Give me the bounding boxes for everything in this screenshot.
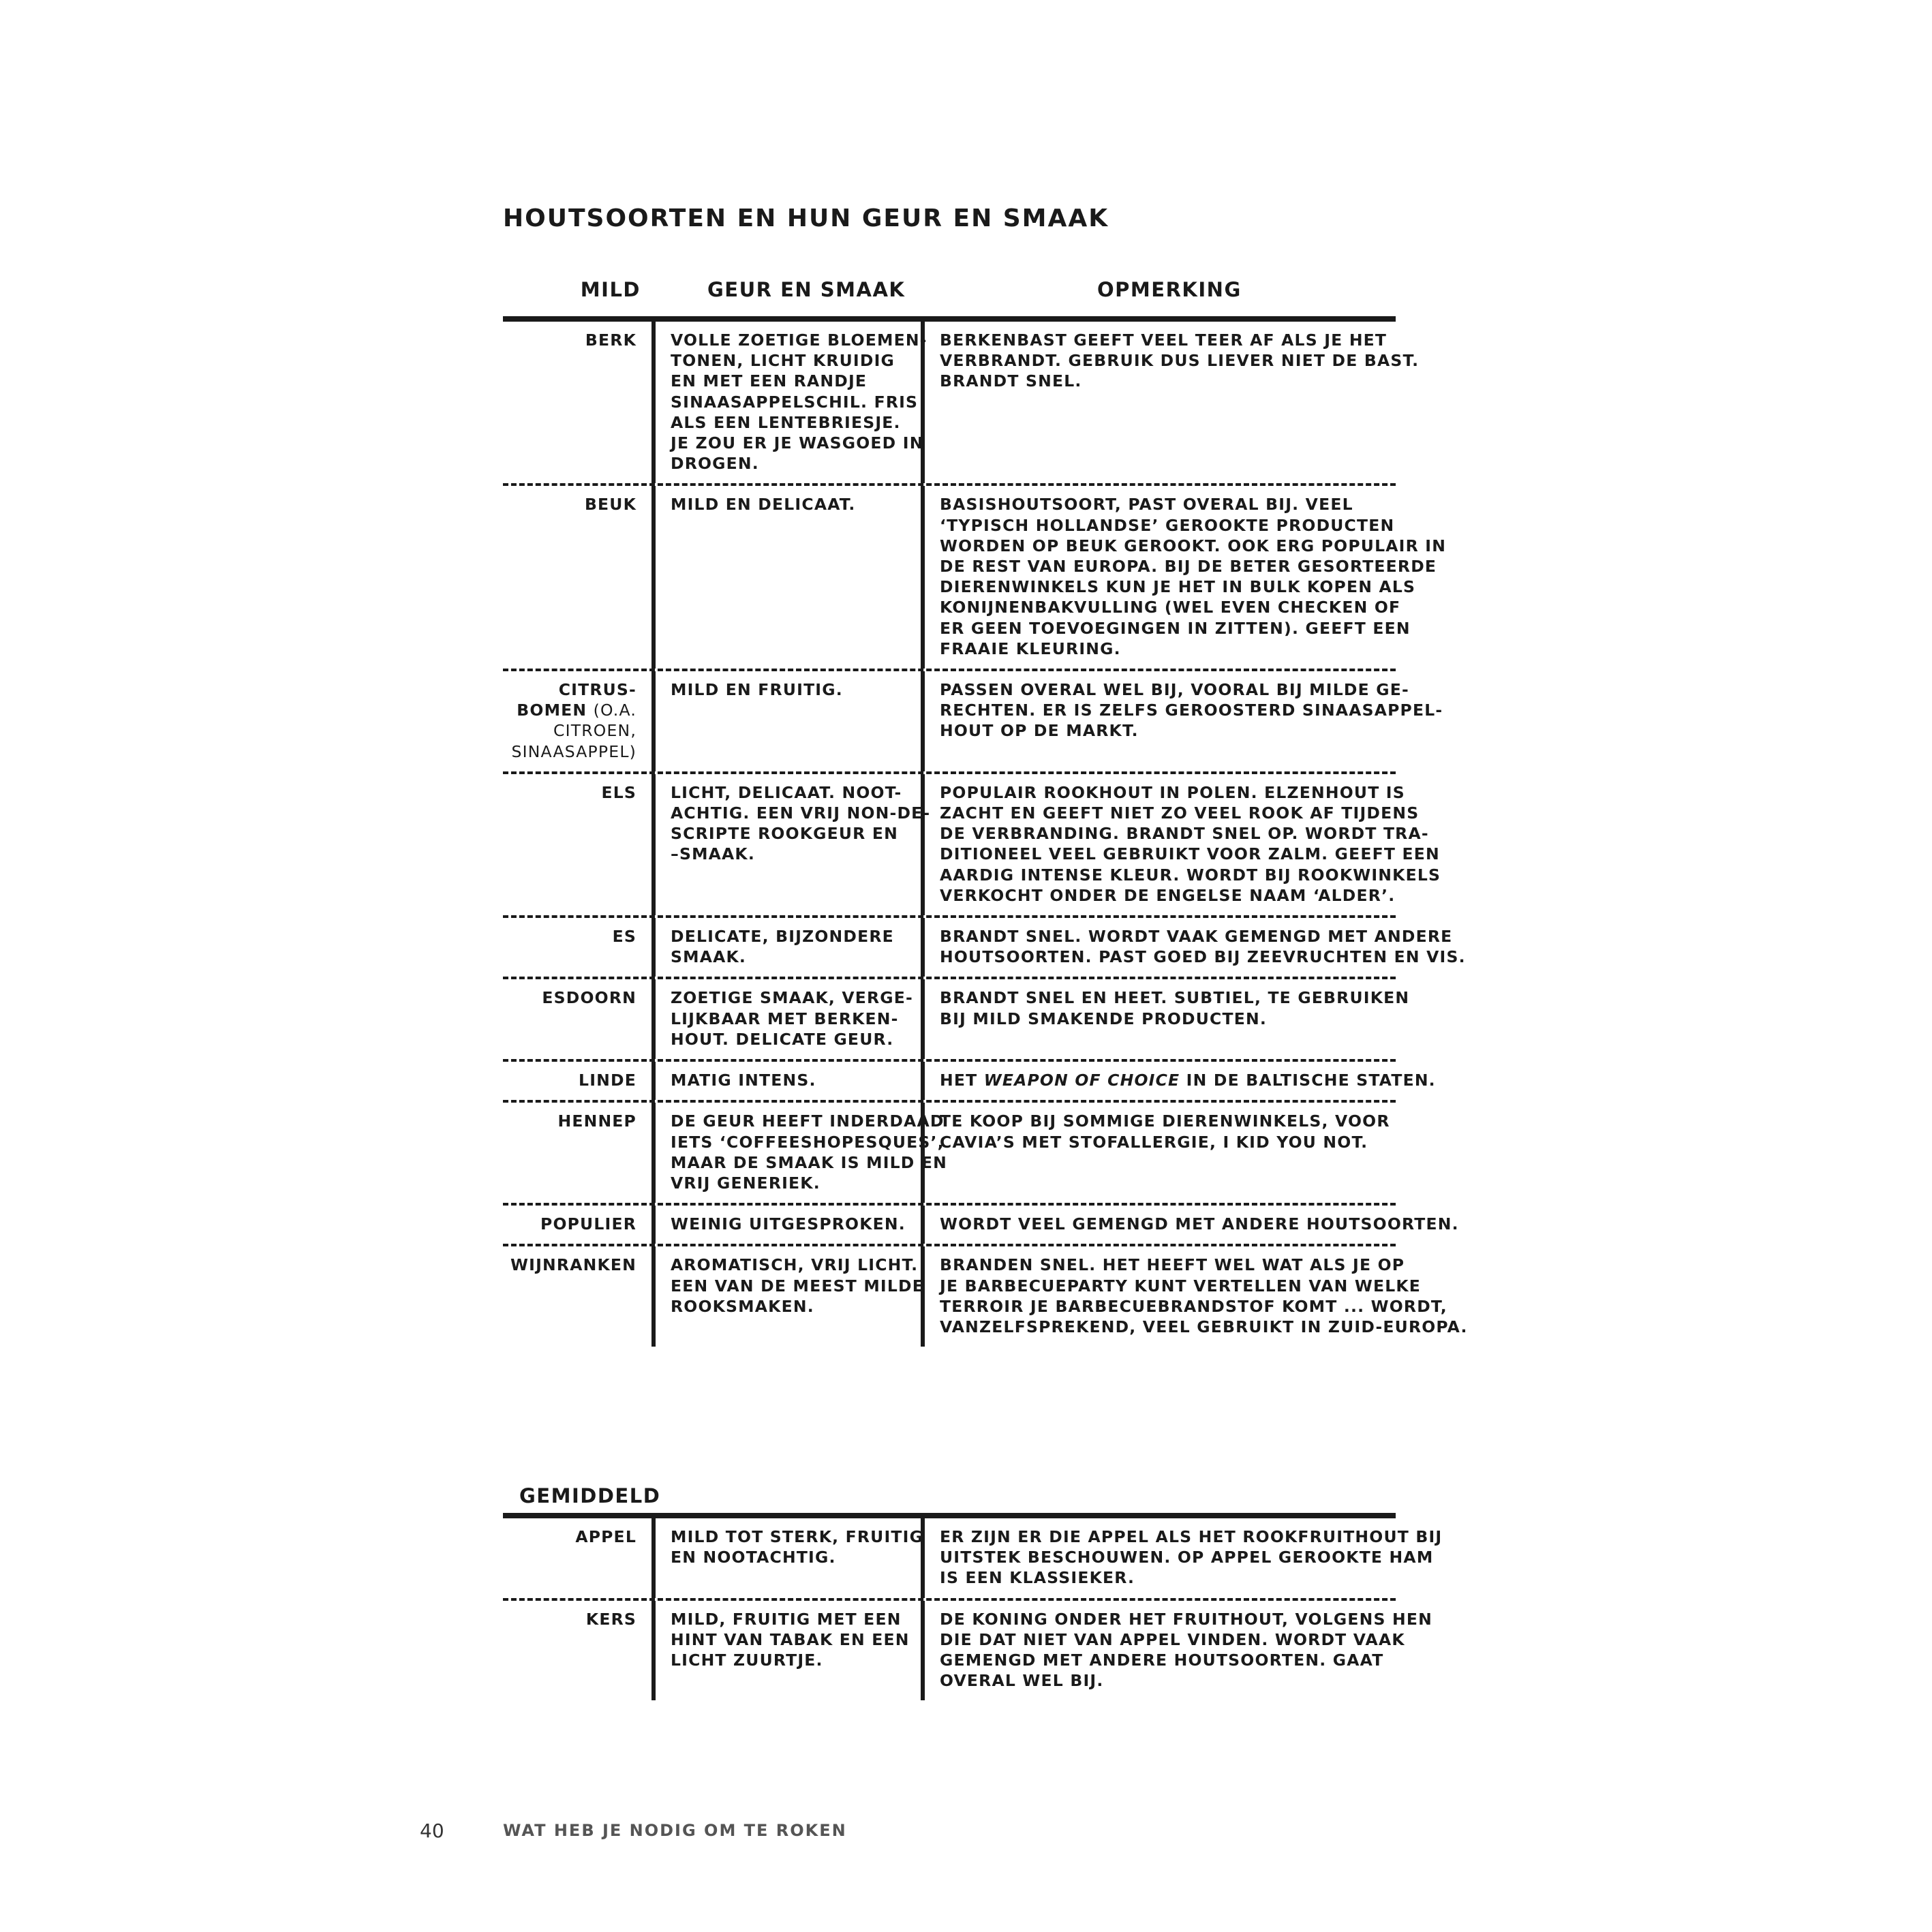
wood-name-cell xyxy=(503,1103,656,1203)
flavor-cell xyxy=(656,979,925,1059)
note-text: AARDIG INTENSE KLEUR. WORDT BIJ ROOKWINKELS xyxy=(940,865,1441,885)
flavor-cell xyxy=(656,1103,948,1203)
wood-name-cell xyxy=(503,322,656,483)
flavor-cell xyxy=(656,671,925,771)
wood-name: BOMEN xyxy=(517,701,587,720)
table-row xyxy=(503,1203,1459,1244)
flavor-cell xyxy=(656,1062,925,1100)
note-text: ‘TYPISCH HOLLANDSE’ GEROOKTE PRODUCTEN xyxy=(940,515,1395,535)
wood-name-cell xyxy=(503,671,656,771)
flavor-text: MATIG INTENS. xyxy=(671,1071,816,1090)
note-text: HOUTSOORTEN. PAST GOED BIJ ZEEVRUCHTEN EN VIS. xyxy=(940,947,1466,967)
wood-name: BEUK xyxy=(584,495,637,515)
flavor-text: EN MET EEN RANDJE xyxy=(671,371,868,391)
wood-name-extra: (O.A. xyxy=(593,701,637,720)
note-text: DIERENWINKELS KUN JE HET IN BULK KOPEN ALS xyxy=(940,577,1416,597)
wood-name: ES xyxy=(612,927,637,947)
note-text: IS EEN KLASSIEKER. xyxy=(940,1568,1135,1588)
flavor-text: VRIJ GENERIEK. xyxy=(671,1173,821,1193)
note-cell xyxy=(925,918,1466,977)
flavor-text: JE ZOU ER JE WASGOED IN xyxy=(671,433,924,453)
note-text: BERKENBAST GEEFT VEEL TEER AF ALS JE HET xyxy=(940,331,1387,350)
note-text: BASISHOUTSOORT, PAST OVERAL BIJ. VEEL xyxy=(940,495,1353,515)
note-text: BRANDT SNEL. xyxy=(940,371,1082,391)
note-text-after: IN DE BALTISCHE STATEN. xyxy=(1180,1071,1436,1090)
note-text: ER ZIJN ER DIE APPEL ALS HET ROOKFRUITHOUT BIJ xyxy=(940,1527,1443,1546)
note-text: PASSEN OVERAL WEL BIJ, VOORAL BIJ MILDE GE- xyxy=(940,680,1409,700)
note-cell xyxy=(925,322,1420,483)
note-text: BRANDT SNEL EN HEET. SUBTIEL, TE GEBRUIKEN xyxy=(940,988,1410,1008)
wood-name: WIJNRANKEN xyxy=(510,1255,637,1275)
flavor-text: HINT VAN TABAK EN EEN xyxy=(671,1629,910,1649)
flavor-text: ACHTIG. EEN VRIJ NON-DE- xyxy=(671,803,931,823)
flavor-text: MILD, FRUITIG MET EEN xyxy=(671,1609,902,1629)
section-header-mild xyxy=(503,273,1396,307)
flavor-text: SCRIPTE ROOKGEUR EN xyxy=(671,824,898,844)
flavor-text: HOUT. DELICATE GEUR. xyxy=(671,1029,894,1049)
note-text xyxy=(940,1070,1436,1090)
note-cell xyxy=(925,671,1443,771)
flavor-text: ZOETIGE SMAAK, VERGE- xyxy=(671,988,914,1008)
note-cell xyxy=(925,774,1441,915)
note-text: TE KOOP BIJ SOMMIGE DIERENWINKELS, VOOR xyxy=(940,1111,1390,1131)
wood-table-gemiddeld xyxy=(503,1513,1443,1700)
flavor-text: MILD EN DELICAAT. xyxy=(671,495,856,515)
note-text: BRANDEN SNEL. HET HEEFT WEL WAT ALS JE OP xyxy=(940,1255,1405,1275)
flavor-text: MILD TOT STERK, FRUITIG xyxy=(671,1527,924,1546)
note-cell xyxy=(925,486,1447,669)
note-text: DITIONEEL VEEL GEBRUIKT VOOR ZALM. GEEFT EEN xyxy=(940,844,1440,864)
wood-name: APPEL xyxy=(575,1527,637,1546)
wood-name: LINDE xyxy=(579,1071,637,1090)
flavor-text: LICHT, DELICAAT. NOOT- xyxy=(671,782,902,802)
wood-name: HENNEP xyxy=(557,1111,637,1131)
flavor-text: EN NOOTACHTIG. xyxy=(671,1548,836,1567)
note-cell xyxy=(925,1062,1436,1100)
note-text-before: HET xyxy=(940,1071,984,1090)
page-title: HOUTSOORTEN EN HUN GEUR EN SMAAK xyxy=(503,204,1109,232)
flavor-cell xyxy=(656,486,925,669)
wood-name-line xyxy=(503,700,637,720)
note-text: VERKOCHT ONDER DE ENGELSE NAAM ‘ALDER’. xyxy=(940,885,1396,905)
wood-name-cell xyxy=(503,1601,656,1701)
wood-name-extra: CITROEN, xyxy=(553,721,637,741)
wood-name: POPULIER xyxy=(540,1214,637,1234)
note-text: ER GEEN TOEVOEGINGEN IN ZITTEN). GEEFT EEN xyxy=(940,618,1411,638)
flavor-cell xyxy=(656,1246,925,1347)
note-text: BIJ MILD SMAKENDE PRODUCTEN. xyxy=(940,1009,1267,1028)
flavor-text: EEN VAN DE MEEST MILDE xyxy=(671,1276,925,1295)
flavor-text: SMAAK. xyxy=(671,947,747,967)
flavor-cell xyxy=(656,1601,925,1701)
wood-name-cell xyxy=(503,774,656,915)
table-row xyxy=(503,483,1447,669)
note-text: UITSTEK BESCHOUWEN. OP APPEL GEROOKTE HAM xyxy=(940,1548,1434,1567)
note-text: OVERAL WEL BIJ. xyxy=(940,1671,1104,1691)
wood-name-cell xyxy=(503,1062,656,1100)
wood-name: CITRUS- xyxy=(558,680,637,700)
flavor-text: IETS ‘COFFEESHOPESQUES’, xyxy=(671,1132,945,1152)
table-row xyxy=(503,915,1466,977)
note-text-italic: WEAPON OF CHOICE xyxy=(983,1071,1180,1090)
note-cell xyxy=(925,1518,1443,1598)
note-text: HOUT OP DE MARKT. xyxy=(940,721,1139,741)
flavor-text: MAAR DE SMAAK IS MILD EN xyxy=(671,1152,948,1172)
note-text: KONIJNENBAKVULLING (WEL EVEN CHECKEN OF xyxy=(940,598,1401,617)
flavor-text: LIJKBAAR MET BERKEN- xyxy=(671,1009,899,1028)
page-number: 40 xyxy=(420,1820,444,1842)
flavor-text: ROOKSMAKEN. xyxy=(671,1296,814,1316)
note-cell xyxy=(925,1206,1459,1244)
flavor-cell xyxy=(656,774,931,915)
note-text: RECHTEN. ER IS ZELFS GEROOSTERD SINAASAPPEL- xyxy=(940,701,1443,720)
note-text: ZACHT EN GEEFT NIET ZO VEEL ROOK AF TIJDENS xyxy=(940,803,1420,823)
wood-name: ELS xyxy=(601,782,637,802)
flavor-cell xyxy=(656,1518,925,1598)
flavor-text: –SMAAK. xyxy=(671,844,755,864)
table-row xyxy=(503,1598,1432,1701)
note-cell xyxy=(925,979,1410,1059)
note-text: WORDT VEEL GEMENGD MET ANDERE HOUTSOORTEN. xyxy=(940,1214,1459,1234)
flavor-text: WEINIG UITGESPROKEN. xyxy=(671,1214,906,1234)
table-row xyxy=(503,669,1443,771)
note-text: WORDEN OP BEUK GEROOKT. OOK ERG POPULAIR IN xyxy=(940,536,1447,555)
table-row xyxy=(503,771,1441,915)
table-row xyxy=(503,1100,1396,1203)
flavor-text: LICHT ZUURTJE. xyxy=(671,1651,823,1670)
flavor-cell xyxy=(656,322,925,483)
note-text: VANZELFSPREKEND, VEEL GEBRUIKT IN ZUID-EUROPA. xyxy=(940,1317,1468,1336)
wood-name-cell xyxy=(503,486,656,669)
note-text: POPULAIR ROOKHOUT IN POLEN. ELZENHOUT IS xyxy=(940,782,1405,802)
note-text: TERROIR JE BARBECUEBRANDSTOF KOMT ... WORDT, xyxy=(940,1296,1447,1316)
section-header-gemiddeld xyxy=(503,1479,1396,1513)
wood-name-cell xyxy=(503,918,656,977)
flavor-text: ALS EEN LENTEBRIESJE. xyxy=(671,412,901,432)
wood-name-extra: SINAASAPPEL) xyxy=(511,741,637,761)
wood-name-cell xyxy=(503,1518,656,1598)
column-heading-flavor: GEUR EN SMAAK xyxy=(707,278,906,301)
note-text: DE REST VAN EUROPA. BIJ DE BETER GESORTEERDE xyxy=(940,557,1437,577)
note-text: FRAAIE KLEURING. xyxy=(940,639,1121,658)
note-text: BRANDT SNEL. WORDT VAAK GEMENGD MET ANDERE xyxy=(940,927,1453,947)
section-heading: MILD xyxy=(580,278,641,301)
wood-table-mild xyxy=(503,316,1468,1347)
note-text: DE VERBRANDING. BRANDT SNEL OP. WORDT TRA- xyxy=(940,824,1429,844)
note-cell xyxy=(925,1246,1468,1347)
table-row xyxy=(503,322,1420,483)
note-text: DE KONING ONDER HET FRUITHOUT, VOLGENS HEN xyxy=(940,1609,1432,1629)
flavor-text: VOLLE ZOETIGE BLOEMEN- xyxy=(671,331,927,350)
wood-name: BERK xyxy=(585,331,637,350)
table-row xyxy=(503,1244,1468,1347)
note-cell xyxy=(925,1103,1396,1203)
column-heading-note: OPMERKING xyxy=(1097,278,1242,301)
section-heading: GEMIDDELD xyxy=(519,1484,661,1507)
note-text: JE BARBECUEPARTY KUNT VERTELLEN VAN WELKE xyxy=(940,1276,1422,1295)
wood-name-cell xyxy=(503,1206,656,1244)
note-text: VERBRANDT. GEBRUIK DUS LIEVER NIET DE BAST. xyxy=(940,351,1420,371)
flavor-text: TONEN, LICHT KRUIDIG xyxy=(671,351,895,371)
flavor-cell xyxy=(656,1206,925,1244)
note-text: GEMENGD MET ANDERE HOUTSOORTEN. GAAT xyxy=(940,1651,1384,1670)
flavor-text: DROGEN. xyxy=(671,454,759,474)
flavor-text: AROMATISCH, VRIJ LICHT. xyxy=(671,1255,919,1275)
running-title: WAT HEB JE NODIG OM TE ROKEN xyxy=(503,1821,847,1840)
wood-name: KERS xyxy=(585,1609,637,1629)
wood-name-cell xyxy=(503,979,656,1059)
flavor-cell xyxy=(656,918,925,977)
note-text: DIE DAT NIET VAN APPEL VINDEN. WORDT VAAK xyxy=(940,1629,1405,1649)
table-row xyxy=(503,1059,1436,1100)
flavor-text: MILD EN FRUITIG. xyxy=(671,680,843,700)
table-row xyxy=(503,977,1410,1059)
wood-name: ESDOORN xyxy=(542,988,637,1008)
flavor-text: DE GEUR HEEFT INDERDAAD xyxy=(671,1111,945,1131)
note-text: CAVIA’S MET STOFALLERGIE, I KID YOU NOT. xyxy=(940,1132,1368,1152)
wood-name-cell xyxy=(503,1246,656,1347)
flavor-text: DELICATE, BIJZONDERE xyxy=(671,927,894,947)
note-cell xyxy=(925,1601,1432,1701)
flavor-text: SINAASAPPELSCHIL. FRIS xyxy=(671,392,919,412)
table-row xyxy=(503,1518,1443,1598)
